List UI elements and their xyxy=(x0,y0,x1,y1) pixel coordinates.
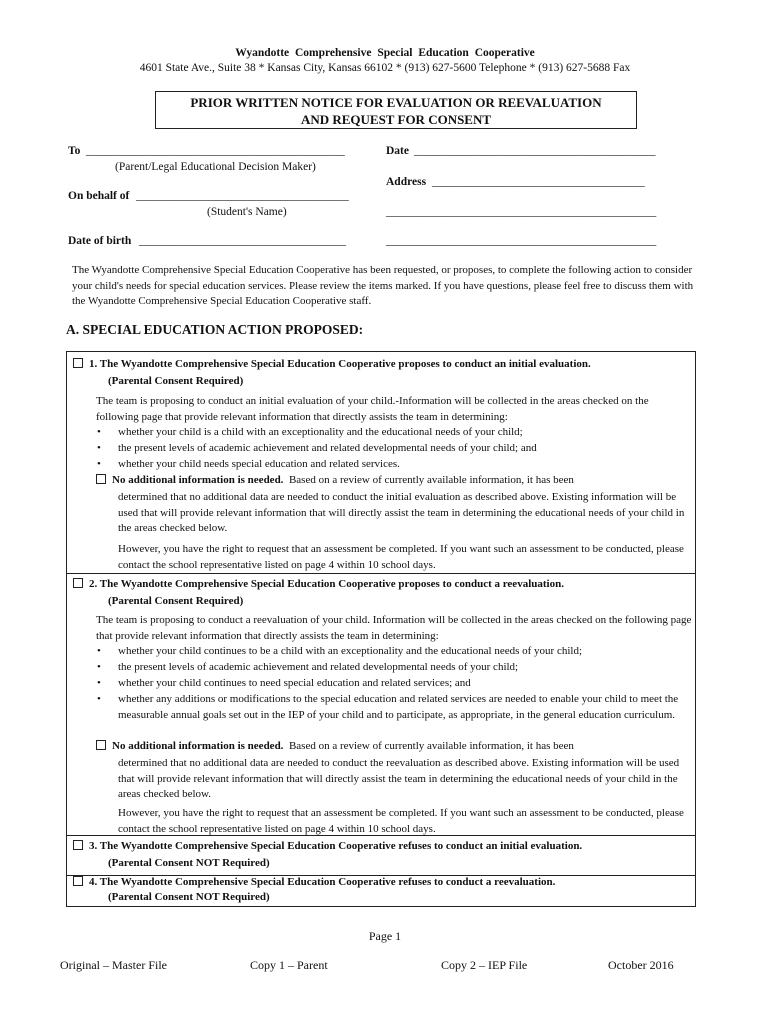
item-2-bullet-1: whether your child continues to be a child with an exceptionality and the educational needs of your child; xyxy=(118,645,582,657)
item-2-bullet-2: the present levels of academic achievement and related developmental needs of your child; xyxy=(118,661,519,673)
item-2-title: 2. The Wyandotte Comprehensive Special Education Cooperative proposes to conduct a reevaluation. xyxy=(89,578,564,590)
dob-label: Date of birth xyxy=(68,235,132,247)
org-name: Wyandotte Comprehensive Special Education Cooperative xyxy=(235,47,535,59)
bullet-icon: • xyxy=(97,645,101,657)
no-additional-text: Based on a review of currently available information, it has been xyxy=(288,474,574,486)
title-line-1: PRIOR WRITTEN NOTICE FOR EVALUATION OR REEVALUATION xyxy=(190,95,602,110)
student-name-field[interactable]: _____________________________________ xyxy=(136,190,349,202)
item-1-right-notice: However, you have the right to request that an assessment be completed. If you want such an assessment to be conducted, please contact the school representative listed on page 4 within 10 school days. xyxy=(118,543,684,571)
item-4-title-row xyxy=(73,876,555,888)
action-item-1 xyxy=(67,352,695,574)
action-item-3 xyxy=(67,836,695,876)
footer-original: Original – Master File xyxy=(60,958,167,972)
item-2-no-additional-cont: determined that no additional data are needed to conduct the reevaluation as described above. Existing information will be used that will provide relevant information that will directly assist the team in determining the educational needs of your child in the areas checked below. xyxy=(118,757,680,800)
item-3-consent: (Parental Consent NOT Required) xyxy=(108,857,270,869)
bullet-icon: • xyxy=(97,677,101,689)
date-field[interactable]: __________________________________________ xyxy=(414,145,656,157)
footer-copy-2: Copy 2 – IEP File xyxy=(441,958,528,972)
item-2-title-row xyxy=(73,578,564,590)
no-additional-label: No additional information is needed. xyxy=(112,474,284,486)
item-2-no-additional-checkbox[interactable] xyxy=(96,740,106,750)
actions-table xyxy=(66,351,696,907)
item-3-title-row xyxy=(73,840,582,852)
item-1-bullet-1: whether your child is a child with an exceptionality and the educational needs of your child; xyxy=(118,426,523,438)
bullet-icon: • xyxy=(97,458,101,470)
item-2-right-notice: However, you have the right to request that an assessment be completed. If you want such an assessment to be conducted, please contact the school representative listed on page 4 within 10 school days. xyxy=(118,807,684,835)
no-additional-text: Based on a review of currently available information, it has been xyxy=(288,740,574,752)
item-1-no-additional-row xyxy=(96,474,574,486)
item-1-paragraph: The team is proposing to conduct an initial evaluation of your child.-Information will be collected in the areas checked on the following page that provide relevant information that directly assists the team in determining: xyxy=(96,395,649,423)
date-label: Date xyxy=(386,145,409,157)
item-3-title: 3. The Wyandotte Comprehensive Special Education Cooperative refuses to conduct an initial evaluation. xyxy=(89,840,583,852)
org-address: 4601 State Ave., Suite 38 * Kansas City, Kansas 66102 * (913) 627-5600 Telephone * (913) 627-5688 Fax xyxy=(139,62,631,74)
address-field[interactable]: _____________________________________ xyxy=(432,176,645,188)
item-1-bullet-3: whether your child needs special education and related services. xyxy=(118,458,400,470)
item-1-no-additional-cont: determined that no additional data are needed to conduct the initial evaluation as described above. Existing information will be used that will provide relevant information that will directly assist the team in determining the educational needs of your child in the areas checked below. xyxy=(118,491,685,534)
footer-date: October 2016 xyxy=(608,958,674,972)
item-1-bullet-2: the present levels of academic achievement and related developmental needs of your child; and xyxy=(118,442,537,454)
action-item-2 xyxy=(67,574,695,836)
bullet-icon: • xyxy=(97,693,101,705)
bullet-icon: • xyxy=(97,442,101,454)
item-1-checkbox[interactable] xyxy=(73,358,83,368)
item-1-consent: (Parental Consent Required) xyxy=(108,375,244,387)
action-item-4 xyxy=(67,876,695,906)
address-field-2[interactable]: _______________________________________________ xyxy=(386,206,657,218)
item-2-paragraph: The team is proposing to conduct a reevaluation of your child. Information will be collected in the areas checked on the following page that provide relevant information that directly assists the team in determining: xyxy=(96,614,692,642)
page-number: Page 1 xyxy=(368,929,402,943)
item-2-no-additional-row xyxy=(96,740,574,752)
no-additional-label: No additional information is needed. xyxy=(112,740,284,752)
item-4-checkbox[interactable] xyxy=(73,876,83,886)
intro-paragraph: The Wyandotte Comprehensive Special Education Cooperative has been requested, or proposes, to complete the following action to consider your child's needs for special education services. Please review the items marked. If you have questions, please feel free to discuss them with the Wyandotte Comprehensive Special Education Cooperative staff. xyxy=(72,264,694,307)
title-line-2: AND REQUEST FOR CONSENT xyxy=(300,112,492,127)
section-a-title: A. SPECIAL EDUCATION ACTION PROPOSED: xyxy=(66,322,364,337)
item-1-title-row xyxy=(73,358,591,370)
bullet-icon: • xyxy=(97,661,101,673)
to-label: To xyxy=(68,145,81,157)
item-2-bullet-3: whether your child continues to need special education and related services; and xyxy=(118,677,471,689)
behalf-label: On behalf of xyxy=(68,190,130,202)
item-2-bullet-4: whether any additions or modifications to the special education and related services are needed to enable your child to meet the measurable annual goals set out in the IEP of your child and to participate, as appropriate, in the general education curriculum. xyxy=(118,693,679,721)
address-field-3[interactable]: _______________________________________________ xyxy=(386,235,657,247)
dob-field[interactable]: ____________________________________ xyxy=(139,235,346,247)
item-4-consent: (Parental Consent NOT Required) xyxy=(108,891,270,903)
item-4-title: 4. The Wyandotte Comprehensive Special Education Cooperative refuses to conduct a reevaluation. xyxy=(89,876,556,888)
item-1-title: 1. The Wyandotte Comprehensive Special Education Cooperative proposes to conduct an initial evaluation. xyxy=(89,358,591,370)
address-label: Address xyxy=(386,176,427,188)
student-name-caption: (Student's Name) xyxy=(207,206,287,218)
item-2-checkbox[interactable] xyxy=(73,578,83,588)
footer-copy-1: Copy 1 – Parent xyxy=(250,958,328,972)
to-field[interactable]: _____________________________________________ xyxy=(86,145,345,157)
document-title xyxy=(155,91,637,129)
bullet-icon: • xyxy=(97,426,101,438)
item-2-consent: (Parental Consent Required) xyxy=(108,595,244,607)
item-3-checkbox[interactable] xyxy=(73,840,83,850)
item-1-no-additional-checkbox[interactable] xyxy=(96,474,106,484)
to-caption: (Parent/Legal Educational Decision Maker) xyxy=(115,161,316,173)
